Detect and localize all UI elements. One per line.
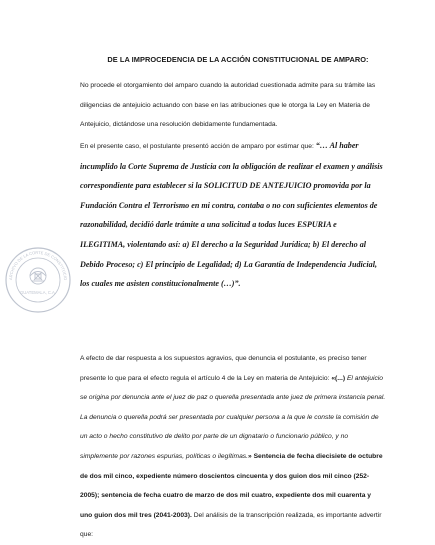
seal-emblem	[30, 268, 46, 284]
section-heading: DE LA IMPROCEDENCIA DE LA ACCIÓN CONSTITUCIONAL DE AMPARO:	[107, 55, 369, 64]
paragraph-improcedencia	[80, 76, 408, 135]
italic-run: El antejuicio	[346, 374, 383, 382]
italic-line: un acto o hecho constitutivo de delito por parte de un dignatario o funcionario público, y no	[80, 433, 349, 441]
seal-center-text: GUATEMALA, C.A.	[20, 290, 56, 295]
quote-text: “… Al haber	[315, 141, 359, 150]
quote-line: los cuales me asisten constitucionalmente (…)”.	[80, 279, 241, 289]
text-line: diligencias de antejuicio actuando con base en las atribuciones que le otorga la Ley en Materia de	[80, 101, 370, 109]
paragraph-agravios	[80, 349, 408, 545]
quote-line: correspondiente para establecer si la SOLICITUD DE ANTEJUICIO promovida por la	[80, 181, 371, 191]
bold-line: de dos mil cinco, expediente número doscientos cincuenta y dos guion dos mil cinco (252-	[80, 472, 370, 480]
text-line: A efecto de dar respuesta a los supuestos agravios, que denuncia el postulante, es preciso tener	[80, 355, 367, 362]
text-line	[80, 369, 408, 389]
seal-ring-text-wrap	[4, 245, 68, 280]
text-line: No procede el otorgamiento del amparo cuando la autoridad cuestionada admite para su trámite las	[80, 82, 376, 89]
italic-run: simplemente por razones espurias, políticas o ilegítimas.	[80, 452, 249, 460]
text-line: Antejuicio, dictándose una resolución debidamente fundamentada.	[80, 121, 278, 129]
bold-run: «(...)	[331, 374, 347, 382]
quote-line: incumplido la Corte Suprema de Justicia con la obligación de realizar el examen y análisis	[80, 161, 383, 171]
italic-line: La denuncia o querella podrá ser presentada por cualquier persona a la que le conste la comisión de	[80, 413, 379, 421]
quote-line: razonabilidad, decidió darle trámite a una solicitud a todas luces ESPURIA e	[80, 220, 337, 230]
text-run: Del análisis de la transcripción realizada, es importante advertir	[191, 511, 382, 519]
paragraph-postulante	[80, 136, 408, 294]
quote-line: ILEGITIMA, violentando así: a) El derecho a la Seguridad Jurídica; b) El derecho al	[80, 239, 366, 249]
italic-line: se origina por denuncia ante el juez de paz o querella presentada ante juez de primera instancia penal.	[80, 394, 386, 402]
text-line: que:	[80, 531, 94, 539]
text-run: presente lo que para el efecto regula el artículo 4 de la Ley en materia de Antejuicio:	[80, 374, 332, 382]
text-line	[80, 447, 408, 467]
text-line	[80, 136, 408, 157]
bold-run: » Sentencia de fecha diecisiete de octubre	[248, 452, 383, 460]
quote-line: Fundación Contra el Terrorismo en mi contra, contaba o no con suficientes elementos de	[80, 200, 378, 210]
intro-text: En el presente caso, el postulante presentó acción de amparo por estimar que:	[80, 143, 316, 150]
quote-line: Debido Proceso; c) El principio de Legalidad; d) La Garantía de Independencia Judicial,	[80, 259, 377, 269]
bold-run: uno guion dos mil tres (2041-2003).	[80, 511, 192, 519]
bold-line: 2005); sentencia de fecha cuatro de marzo de dos mil cuatro, expediente dos mil cuarenta y	[80, 492, 372, 500]
seal-ring-text: ARCHIVO DE LA CORTE DE CONSTITUCIO	[7, 249, 69, 281]
text-line	[80, 506, 408, 526]
court-seal-stamp	[4, 245, 72, 315]
